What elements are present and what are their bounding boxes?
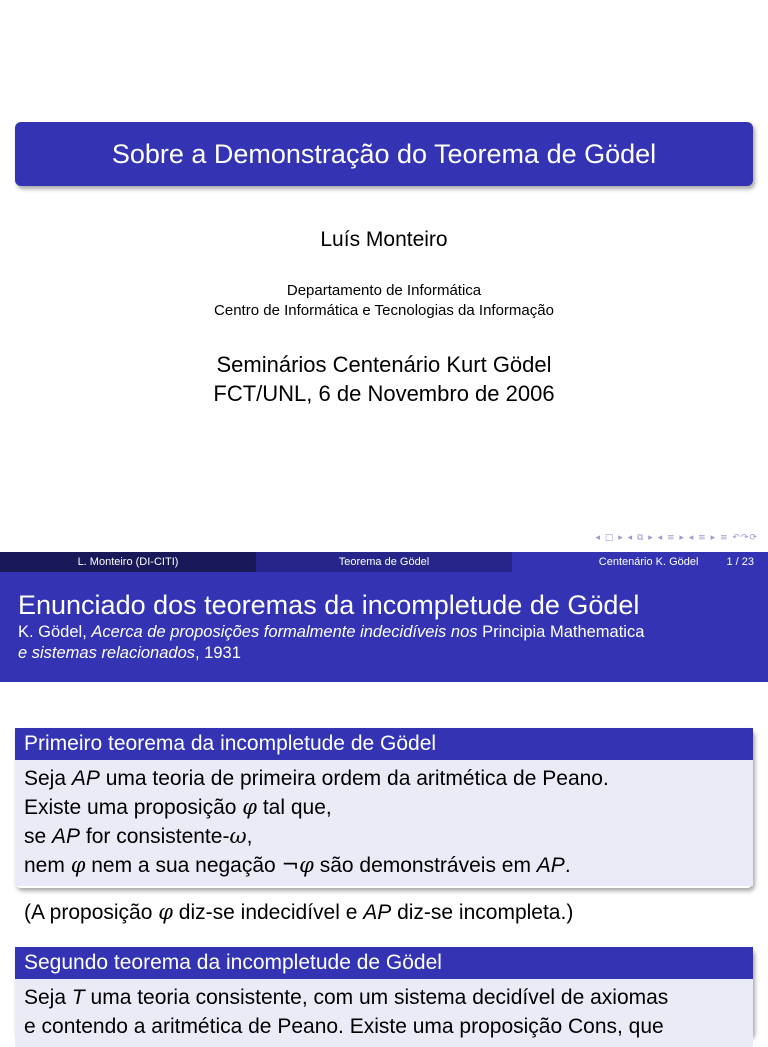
block2-line-2: e contendo a aritmética de Peano. Existe uma proposição Cons, que bbox=[24, 1015, 664, 1038]
footline-title: Teorema de Gödel bbox=[256, 552, 512, 572]
theorem-block-second bbox=[15, 947, 753, 1037]
presentation-title: Sobre a Demonstração do Teorema de Gödel bbox=[111, 138, 657, 169]
block-title-first: Primeiro teorema da incompletude de Gödel bbox=[15, 728, 753, 760]
block-body-first bbox=[15, 760, 753, 886]
block-body-second bbox=[15, 979, 753, 1047]
institute-line-2: Centro de Informática e Tecnologias da Informação bbox=[214, 302, 554, 319]
footline-date: Centenário K. Gödel bbox=[598, 556, 699, 568]
beamer-navigation-icons[interactable]: ◂ □ ▸ ◂ ⧉ ▸ ◂ ≡ ▸ ◂ ≡ ▸ ≡ ↶↷⟳ bbox=[595, 533, 758, 543]
event-line-2: FCT/UNL, 6 de Novembro de 2006 bbox=[213, 381, 555, 406]
block1-line-2: Existe uma proposição φ tal que, bbox=[24, 795, 332, 819]
remark-text: (A proposição φ diz-se indecidível e AP diz-se incompleta.) bbox=[24, 900, 574, 924]
block1-line-1: Seja AP uma teoria de primeira ordem da aritmética de Peano. bbox=[24, 767, 609, 790]
frame-subtitle-line-2: e sistemas relacionados, 1931 bbox=[18, 644, 241, 662]
content-slide bbox=[0, 552, 768, 1038]
block2-line-1: Seja T uma teoria consistente, com um sistema decidível de axiomas bbox=[24, 986, 669, 1009]
block-title-second: Segundo teorema da incompletude de Gödel bbox=[15, 947, 753, 979]
footline bbox=[0, 552, 768, 572]
footline-author: L. Monteiro (DI-CITI) bbox=[0, 552, 256, 572]
frame-title-box bbox=[0, 572, 768, 682]
presentation-title-box bbox=[15, 122, 753, 186]
event-line-1: Seminários Centenário Kurt Gödel bbox=[216, 352, 552, 377]
footline-date-box bbox=[512, 552, 768, 572]
author-name: Luís Monteiro bbox=[320, 228, 448, 251]
page-number: 1 / 23 bbox=[726, 556, 754, 568]
frame-title: Enunciado dos teoremas da incompletude de Gödel bbox=[18, 590, 640, 620]
theorem-block-first bbox=[15, 728, 753, 888]
block1-line-4: nem φ nem a sua negação ¬φ são demonstráveis em AP. bbox=[24, 853, 571, 877]
block1-line-3: se AP for consistente-ω, bbox=[24, 824, 253, 848]
institute-line-1: Departamento de Informática bbox=[286, 282, 482, 299]
frame-subtitle-line-1: K. Gödel, Acerca de proposições formalmente indecidíveis nos Principia Mathematica bbox=[18, 623, 645, 641]
